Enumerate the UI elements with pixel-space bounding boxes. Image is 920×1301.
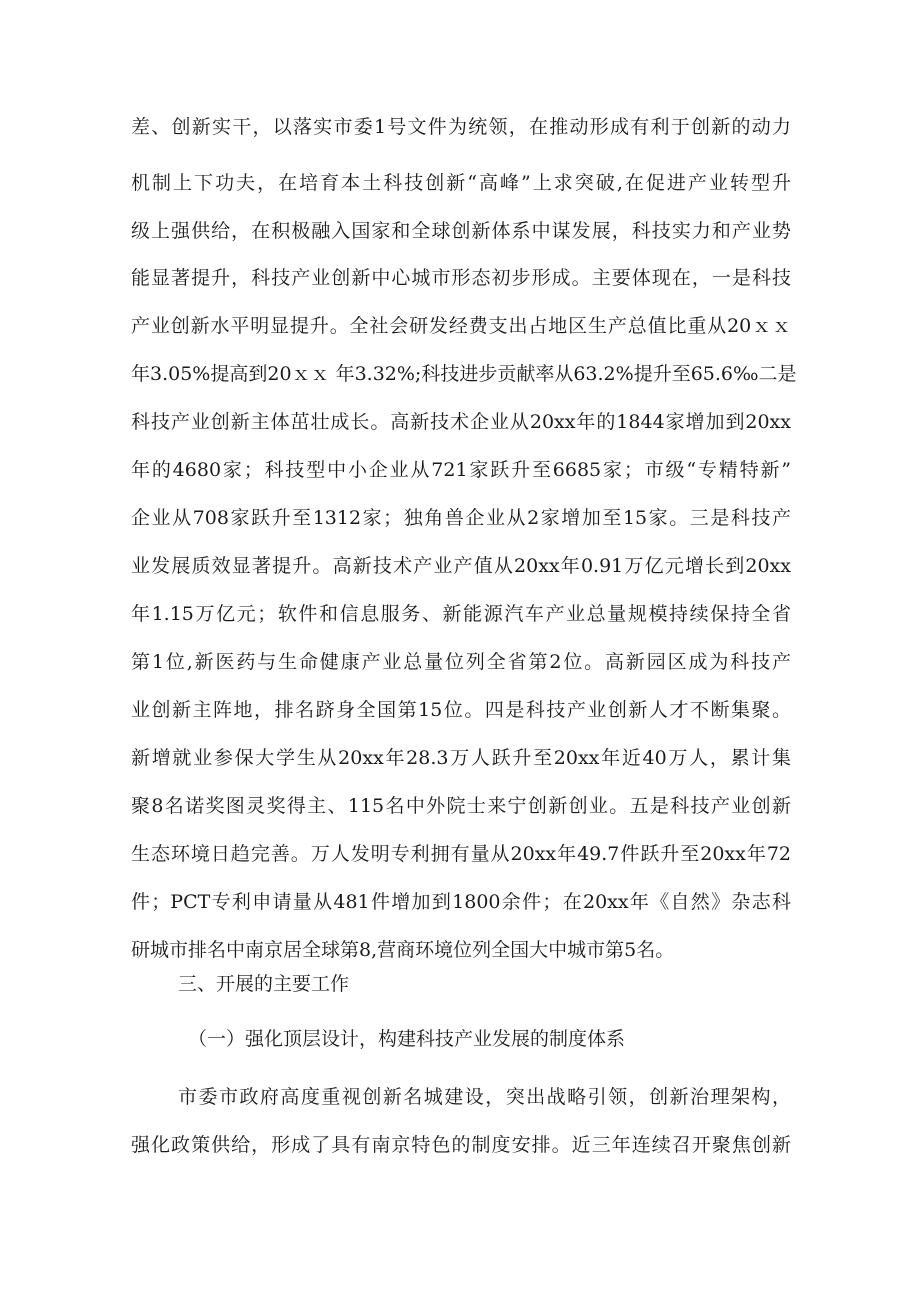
body-line: 聚8名诺奖图灵奖得主、115名中外院士来宁创新创业。五是科技产业创新	[131, 795, 791, 817]
paragraph-line: 市委市政府高度重视创新名城建设，突出战略引领，创新治理架构，	[178, 1086, 791, 1108]
body-line: 年3.05%提高到20ｘｘ 年3.32%;科技进步贡献率从63.2%提升至65.6‰二是	[131, 363, 797, 385]
body-line: 研城市排名中南京居全球第8,营商环境位列全国大中城市第5名。	[131, 939, 675, 961]
body-line: 年1.15万亿元；软件和信息服务、新能源汽车产业总量规模持续保持全省	[131, 603, 791, 625]
body-line: 年的4680家；科技型中小企业从721家跃升至6685家；市级“专精特新”	[131, 459, 791, 481]
body-line: 能显著提升，科技产业创新中心城市形态初步形成。主要体现在，一是科技	[131, 267, 791, 289]
body-line: 第1位,新医药与生命健康产业总量位列全省第2位。高新园区成为科技产	[131, 651, 791, 673]
body-line: 业创新主阵地，排名跻身全国第15位。四是科技产业创新人才不断集聚。	[131, 699, 791, 721]
body-line: 新增就业参保大学生从20xx年28.3万人跃升至20xx年近40万人，累计集	[131, 747, 791, 769]
body-line: 科技产业创新主体茁壮成长。高新技术企业从20xx年的1844家增加到20xx	[131, 411, 791, 433]
body-line: 业发展质效显著提升。高新技术产业产值从20xx年0.91万亿元增长到20xx	[131, 555, 791, 577]
body-line: 产业创新水平明显提升。全社会研发经费支出占地区生产总值比重从20ｘｘ	[131, 315, 791, 337]
body-line: 级上强供给，在积极融入国家和全球创新体系中谋发展，科技实力和产业势	[131, 220, 791, 242]
body-line: 企业从708家跃升至1312家；独角兽企业从2家增加至15家。三是科技产	[131, 507, 791, 529]
body-line: 件；PCT专利申请量从481件增加到1800余件；在20xx年《自然》杂志科	[131, 891, 791, 913]
body-line: 机制上下功夫，在培育本土科技创新“高峰”上求突破,在促进产业转型升	[131, 172, 791, 194]
paragraph-line: 强化政策供给，形成了具有南京特色的制度安排。近三年连续召开聚焦创新	[131, 1134, 791, 1156]
body-line: 生态环境日趋完善。万人发明专利拥有量从20xx年49.7件跃升至20xx年72	[131, 843, 791, 865]
subsection-heading: （一）强化顶层设计，构建科技产业发展的制度体系	[188, 1028, 626, 1050]
body-line: 差、创新实干，以落实市委1号文件为统领，在推动形成有利于创新的动力	[131, 116, 791, 138]
section-heading: 三、开展的主要工作	[178, 973, 350, 995]
